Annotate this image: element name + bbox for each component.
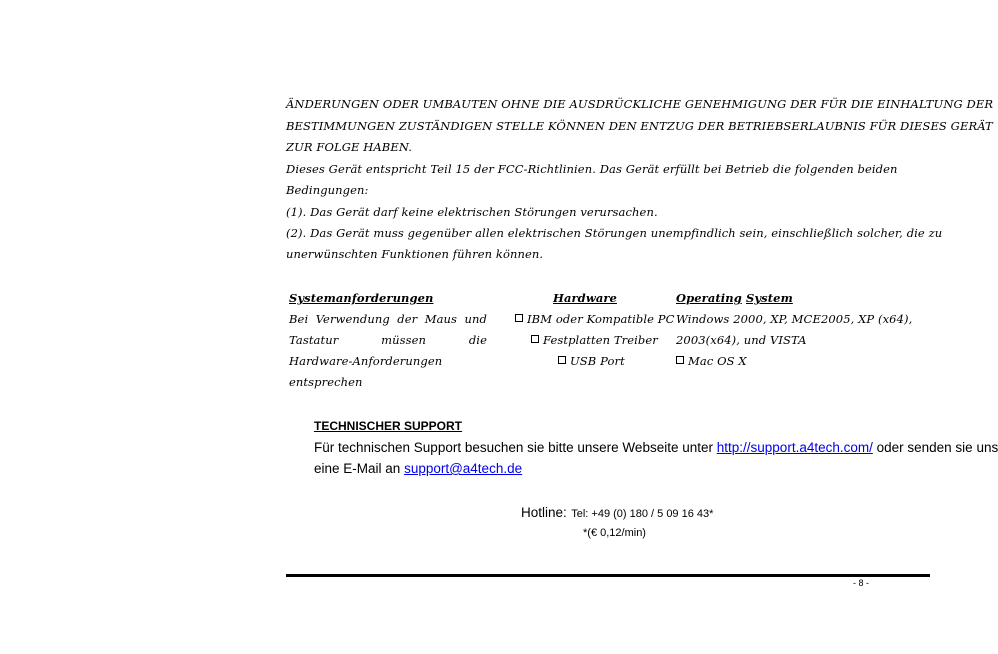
checkbox-square-icon — [515, 314, 523, 322]
hardware-item-3 — [558, 354, 625, 368]
requirements-word: der — [397, 312, 418, 326]
hardware-item-label: Festplatten Treiber — [543, 333, 658, 347]
requirements-word: und — [464, 312, 487, 326]
fcc-warning-line-1: ÄNDERUNGEN ODER UMBAUTEN OHNE DIE AUSDRÜCKLICHE GENEHMIGUNG DER FÜR DIE EINHALTUNG DER — [286, 97, 994, 111]
support-line-1 — [314, 440, 998, 455]
requirements-word: die — [468, 333, 487, 347]
checkbox-square-icon — [558, 356, 566, 364]
fcc-statement-line-1: Dieses Gerät entspricht Teil 15 der FCC-Richtlinien. Das Gerät erfüllt bei Betrieb die folgenden beiden — [286, 162, 898, 176]
os-line-1: Windows 2000, XP, MCE2005, XP (x64), — [676, 312, 913, 326]
requirements-row-3: Hardware-Anforderungen — [289, 354, 443, 368]
os-header-word: Operating — [676, 291, 742, 305]
fcc-warning-line-2: BESTIMMUNGEN ZUSTÄNDIGEN STELLE KÖNNEN DEN ENTZUG DER BETRIEBSERLAUBNIS FÜR DIESES GERÄT — [286, 119, 993, 133]
checkbox-square-icon — [676, 356, 684, 364]
requirements-word: müssen — [381, 333, 427, 347]
fcc-condition-2-cont: unerwünschten Funktionen führen können. — [286, 247, 544, 261]
support-text: eine E-Mail an — [314, 461, 401, 476]
fcc-condition-1: (1). Das Gerät darf keine elektrischen Störungen verursachen. — [286, 205, 658, 219]
fcc-condition-2: (2). Das Gerät muss gegenüber allen elektrischen Störungen unempfindlich sein, einschließlich solcher, die zu — [286, 226, 943, 240]
requirements-row-4: entsprechen — [289, 375, 363, 389]
support-text: oder senden sie uns — [876, 440, 998, 455]
os-item-label: Mac OS X — [688, 354, 747, 368]
checkbox-square-icon — [531, 335, 539, 343]
requirements-word: Maus — [424, 312, 458, 326]
hotline-rate: *(€ 0,12/min) — [583, 527, 646, 539]
support-email-link[interactable]: support@a4tech.de — [404, 461, 523, 476]
hotline-tel: Tel: +49 (0) 180 / 5 09 16 43* — [571, 508, 714, 520]
support-text: Für technischen Support besuchen sie bitte unsere Webseite unter — [314, 440, 713, 455]
fcc-warning-line-3: ZUR FOLGE HABEN. — [286, 140, 413, 154]
os-line-2: 2003(x64), und VISTA — [676, 333, 807, 347]
hardware-item-label: USB Port — [570, 354, 625, 368]
requirements-row-1 — [289, 312, 487, 326]
os-header — [676, 291, 793, 305]
fcc-statement-line-2: Bedingungen: — [286, 183, 369, 197]
requirements-header: Systemanforderungen — [289, 291, 434, 305]
requirements-word: Bei — [289, 312, 309, 326]
requirements-row-2 — [289, 333, 487, 347]
hardware-item-1 — [515, 312, 675, 326]
footer-rule — [286, 574, 930, 577]
hardware-item-2 — [531, 333, 658, 347]
hardware-header: Hardware — [553, 291, 617, 305]
support-title: TECHNISCHER SUPPORT — [314, 419, 463, 433]
os-header-word: System — [745, 291, 793, 305]
page-number: - 8 - — [853, 578, 870, 588]
hardware-item-label: IBM oder Kompatible PC — [527, 312, 675, 326]
support-website-link[interactable]: http://support.a4tech.com/ — [716, 440, 873, 455]
os-item-mac — [676, 354, 747, 368]
hotline — [521, 504, 713, 522]
requirements-word: Verwendung — [315, 312, 390, 326]
requirements-word: Tastatur — [289, 333, 339, 347]
support-line-2 — [314, 461, 522, 476]
hotline-label: Hotline: — [521, 505, 567, 520]
